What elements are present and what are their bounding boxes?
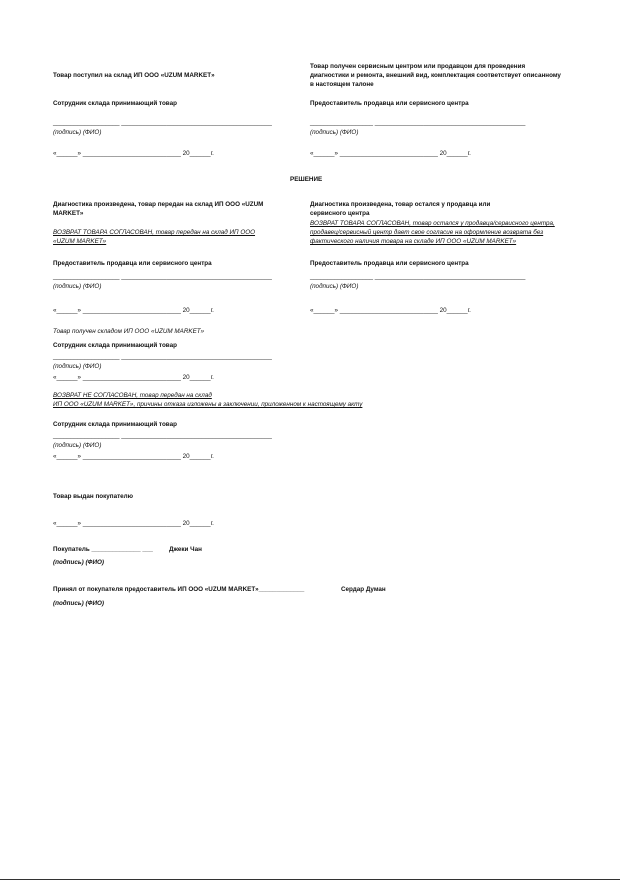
top-left-role: Сотрудник склада принимающий товар	[53, 100, 177, 107]
decision-left-date: «______» ____________________________ 20______г.	[53, 307, 214, 314]
warehouse-received-heading: Товар поступил на склад ИП ООО «UZUM MARKET»	[53, 72, 215, 79]
not-agreed-note-line2: ИП ООО «UZUM MARKET», причины отказа изложены в заключении, приложенном к настоящему акту	[53, 401, 363, 408]
decision-right-signature-caption: (подпись) (ФИО)	[310, 283, 359, 290]
not-agreed-signature-caption: (подпись) (ФИО)	[53, 442, 102, 449]
warehouse-receipt-heading: Товар получен складом ИП ООО «UZUM MARKET»	[53, 328, 205, 335]
top-right-date: «______» ____________________________ 20______г.	[310, 150, 471, 157]
decision-right-heading: Диагностика произведена, товар остался у продавца или сервисного центра	[310, 201, 491, 217]
issued-date: «______» ____________________________ 20______г.	[53, 520, 214, 527]
service-received-heading: Товар получен сервисным центром или продавцом для проведения диагностики и ремонта, внешний вид, комплектация соответствует описанному в настоящем талоне	[310, 63, 561, 88]
warehouse-receipt-signature-caption: (подпись) (ФИО)	[53, 363, 102, 370]
accepted-caption: (подпись) (ФИО)	[53, 600, 104, 607]
top-left-signature-line: ___________________ ___________________________________________	[53, 119, 272, 126]
not-agreed-role: Сотрудник склада принимающий товар	[53, 421, 177, 428]
decision-title: РЕШЕНИЕ	[290, 176, 323, 183]
warehouse-receipt-role: Сотрудник склада принимающий товар	[53, 342, 177, 349]
decision-right-note: ВОЗВРАТ ТОВАРА СОГЛАСОВАН, товар остался у продавца/сервисного центра, продавец/сервисный центр дает свое согласие на оформление возврата без фактического наличия товара на складе ИП ООО «UZUM MARKET»	[310, 220, 555, 245]
top-left-signature-caption: (подпись) (ФИО)	[53, 129, 102, 136]
warehouse-receipt-signature-line: ___________________ ___________________________________________	[53, 353, 272, 360]
decision-left-signature-caption: (подпись) (ФИО)	[53, 283, 102, 290]
accepted-name: Сердар Думан	[341, 586, 386, 593]
decision-left-signature-line: ___________________ ___________________________________________	[53, 273, 272, 280]
decision-right-signature-line: __________________ ___________________________________________	[310, 273, 526, 280]
not-agreed-note-line1: ВОЗВРАТ НЕ СОГЛАСОВАН, товар передан на склад	[53, 392, 212, 399]
decision-left-heading: Диагностика произведена, товар передан на склад ИП ООО «UZUM MARKET»	[53, 201, 264, 217]
not-agreed-signature-line: ___________________ ___________________________________________	[53, 432, 272, 439]
top-right-signature-line: __________________ ___________________________________________	[310, 119, 526, 126]
page-bottom-border	[0, 879, 620, 880]
top-right-signature-caption: (подпись) (ФИО)	[310, 129, 359, 136]
top-right-role: Предоставитель продавца или сервисного центра	[310, 100, 469, 107]
warehouse-receipt-date: «______» ____________________________ 20______г.	[53, 374, 214, 381]
decision-left-role: Предоставитель продавца или сервисного центра	[53, 260, 212, 267]
buyer-label: Покупатель ______________ ___	[53, 546, 153, 553]
top-left-date: «______» ____________________________ 20______г.	[53, 150, 214, 157]
issued-heading: Товар выдан покупателю	[53, 493, 134, 500]
accepted-label: Принял от покупателя предоставитель ИП ООО «UZUM MARKET»_____________	[53, 586, 305, 593]
buyer-caption: (подпись) (ФИО)	[53, 559, 104, 566]
buyer-name: Джеки Чан	[169, 546, 202, 553]
decision-right-date: «______» ____________________________ 20______г.	[310, 307, 471, 314]
decision-left-note: ВОЗВРАТ ТОВАРА СОГЛАСОВАН, товар передан на склад ИП ООО «UZUM MARKET»	[53, 229, 256, 245]
not-agreed-date: «______» ____________________________ 20______г.	[53, 453, 214, 460]
decision-right-role: Предоставитель продавца или сервисного центра	[310, 260, 469, 267]
